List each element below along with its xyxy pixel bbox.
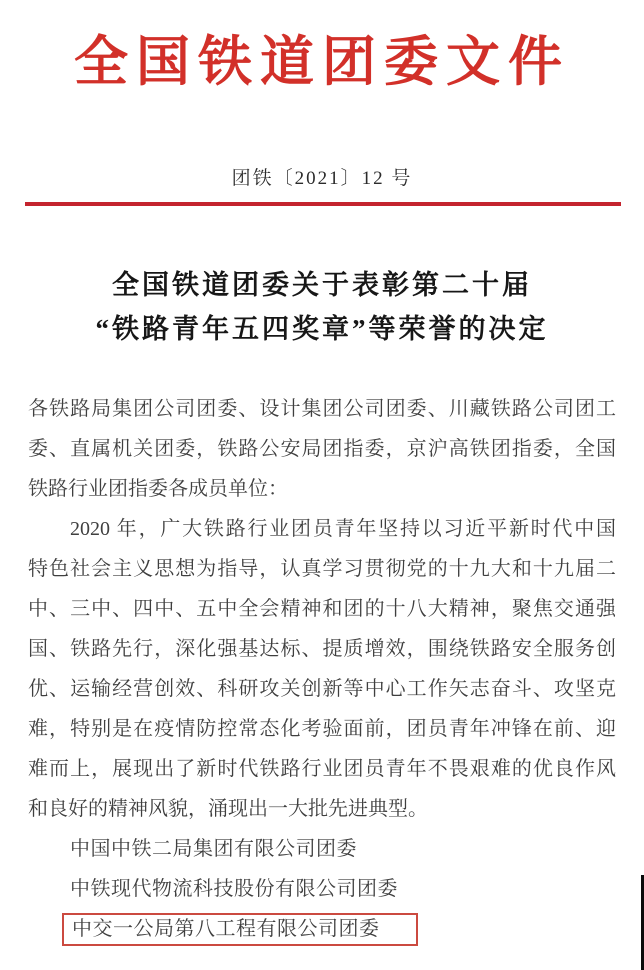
- document-number: 团铁〔2021〕12 号: [231, 168, 413, 189]
- body-line: 和良好的精神风貌，涌现出一大批先进典型。: [28, 798, 428, 820]
- body-line: 铁路行业团指委各成员单位：: [28, 478, 288, 500]
- body-line: 中、三中、四中、五中全会精神和团的十八大精神，聚焦交通强: [28, 598, 616, 620]
- document-banner-title: 全国铁道团委文件: [74, 32, 570, 92]
- award-list: [0, 829, 644, 949]
- award-list-item: 中铁现代物流科技股份有限公司团委: [70, 878, 398, 900]
- body-line: 难，特别是在疫情防控常态化考验面前，团员青年冲锋在前、迎: [28, 718, 616, 740]
- body-line: 难而上，展现出了新时代铁路行业团员青年不畏艰难的优良作风: [28, 758, 616, 780]
- document-title: [0, 270, 644, 345]
- body-line: 优、运输经营创效、科研攻关创新等中心工作矢志奋斗、攻坚克: [28, 678, 616, 700]
- document-body: [0, 389, 644, 829]
- document-title-line-2: “铁路青年五四奖章”等荣誉的决定: [95, 314, 549, 344]
- highlighted-award-item: 中交一公局第八工程有限公司团委: [62, 913, 418, 946]
- body-line: 2020 年，广大铁路行业团员青年坚持以习近平新时代中国: [70, 518, 616, 540]
- award-list-item: 中国中铁二局集团有限公司团委: [70, 838, 357, 860]
- award-list-item: [70, 909, 644, 949]
- body-line: 委、直属机关团委，铁路公安局团指委，京沪高铁团指委，全国: [28, 438, 616, 460]
- document-title-line-1: 全国铁道团委关于表彰第二十届: [112, 270, 532, 300]
- red-divider-line: [25, 202, 621, 206]
- body-line: 各铁路局集团公司团委、设计集团公司团委、川藏铁路公司团工: [28, 398, 616, 420]
- body-line: 特色社会主义思想为指导，认真学习贯彻党的十九大和十九届二: [28, 558, 616, 580]
- body-line: 国、铁路先行，深化强基达标、提质增效，围绕铁路安全服务创: [28, 638, 616, 660]
